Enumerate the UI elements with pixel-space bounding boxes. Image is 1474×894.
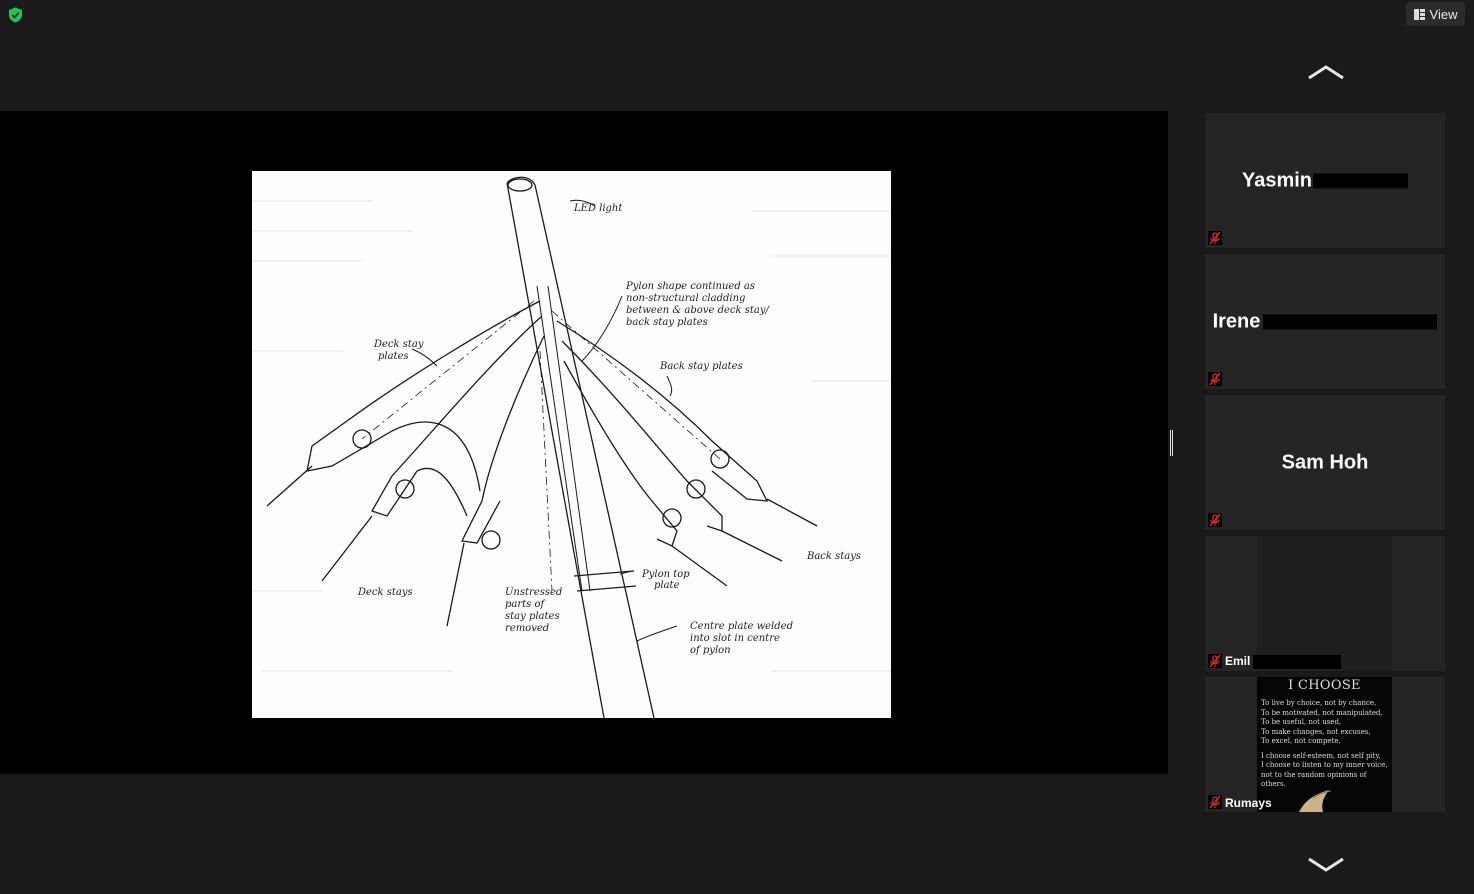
poster-line: To be useful, not used, bbox=[1261, 718, 1342, 726]
poster-line: I choose self-esteem, not self pity, bbox=[1261, 751, 1381, 760]
pylon-sketch-drawing bbox=[252, 171, 891, 718]
participant-name: Rumays bbox=[1225, 796, 1272, 810]
note-pylon-shape-3: between & above deck stay/ bbox=[626, 305, 769, 316]
redacted-surname bbox=[1253, 655, 1341, 669]
poster-line: To make changes, not excuses, bbox=[1261, 727, 1371, 736]
poster-line: To excel, not compete. bbox=[1261, 737, 1341, 745]
participant-tile-sam-hoh[interactable] bbox=[1205, 395, 1445, 530]
note-deck-stay-plates: Deck stay bbox=[374, 339, 424, 350]
chevron-up-icon[interactable] bbox=[1307, 64, 1345, 80]
poster-title: I CHOOSE bbox=[1288, 678, 1361, 693]
participant-virtual-background bbox=[1257, 677, 1392, 812]
bird-icon bbox=[1295, 786, 1335, 812]
note-pylon-top-plate: Pylon top bbox=[642, 569, 690, 580]
note-deck-stay-plates-2: plates bbox=[378, 351, 409, 362]
note-unstressed-3: stay plates bbox=[505, 611, 560, 622]
view-button[interactable] bbox=[1406, 2, 1465, 26]
poster-line: not to the random opinions of others. bbox=[1261, 770, 1367, 788]
poster-line: To live by choice, not by chance, bbox=[1261, 699, 1377, 707]
participant-tile-emil[interactable] bbox=[1205, 536, 1445, 671]
note-back-stays: Back stays bbox=[807, 551, 862, 562]
note-pylon-shape-2: non-structural cladding bbox=[626, 293, 746, 304]
security-shield-icon[interactable] bbox=[8, 7, 23, 23]
poster-line: To be motivated, not manipulated, bbox=[1261, 708, 1383, 717]
muted-mic-icon bbox=[1208, 795, 1222, 809]
chevron-down-icon[interactable] bbox=[1307, 857, 1345, 873]
participant-tile-irene[interactable] bbox=[1205, 254, 1445, 389]
note-centre-plate-3: of pylon bbox=[690, 645, 731, 656]
participant-name: Emil bbox=[1225, 654, 1251, 669]
muted-mic-icon bbox=[1208, 372, 1222, 386]
view-layout-icon bbox=[1414, 9, 1425, 20]
muted-mic-icon bbox=[1208, 513, 1222, 527]
note-pylon-top-plate-2: plate bbox=[654, 580, 680, 591]
note-unstressed: Unstressed bbox=[505, 587, 563, 598]
note-back-stay-plates: Back stay plates bbox=[660, 361, 743, 372]
shared-screen[interactable] bbox=[0, 111, 1168, 774]
note-unstressed-4: removed bbox=[505, 623, 550, 634]
note-pylon-shape-4: back stay plates bbox=[626, 317, 708, 328]
panel-resize-handle[interactable] bbox=[1170, 430, 1173, 456]
participant-name: Yasmin bbox=[1241, 169, 1313, 191]
note-centre-plate: Centre plate welded bbox=[690, 621, 793, 632]
redacted-surname bbox=[1313, 173, 1408, 188]
participant-video bbox=[1257, 536, 1392, 671]
note-led-light: LED light bbox=[574, 203, 623, 214]
note-centre-plate-2: into slot in centre bbox=[690, 633, 780, 644]
shared-sketch bbox=[252, 171, 891, 718]
note-deck-stays: Deck stays bbox=[358, 587, 413, 598]
view-label: View bbox=[1429, 6, 1458, 22]
participant-name: Sam Hoh bbox=[1281, 451, 1369, 473]
participant-tile-yasmin[interactable] bbox=[1205, 113, 1445, 248]
muted-mic-icon bbox=[1208, 654, 1222, 668]
muted-mic-icon bbox=[1208, 231, 1222, 245]
participant-tile-rumays[interactable] bbox=[1205, 677, 1445, 812]
poster-line: I choose to listen to my inner voice, bbox=[1261, 761, 1388, 769]
note-unstressed-2: parts of bbox=[505, 599, 545, 610]
note-pylon-shape: Pylon shape continued as bbox=[626, 281, 755, 292]
participant-name: Irene bbox=[1212, 310, 1261, 332]
redacted-surname bbox=[1263, 314, 1437, 329]
